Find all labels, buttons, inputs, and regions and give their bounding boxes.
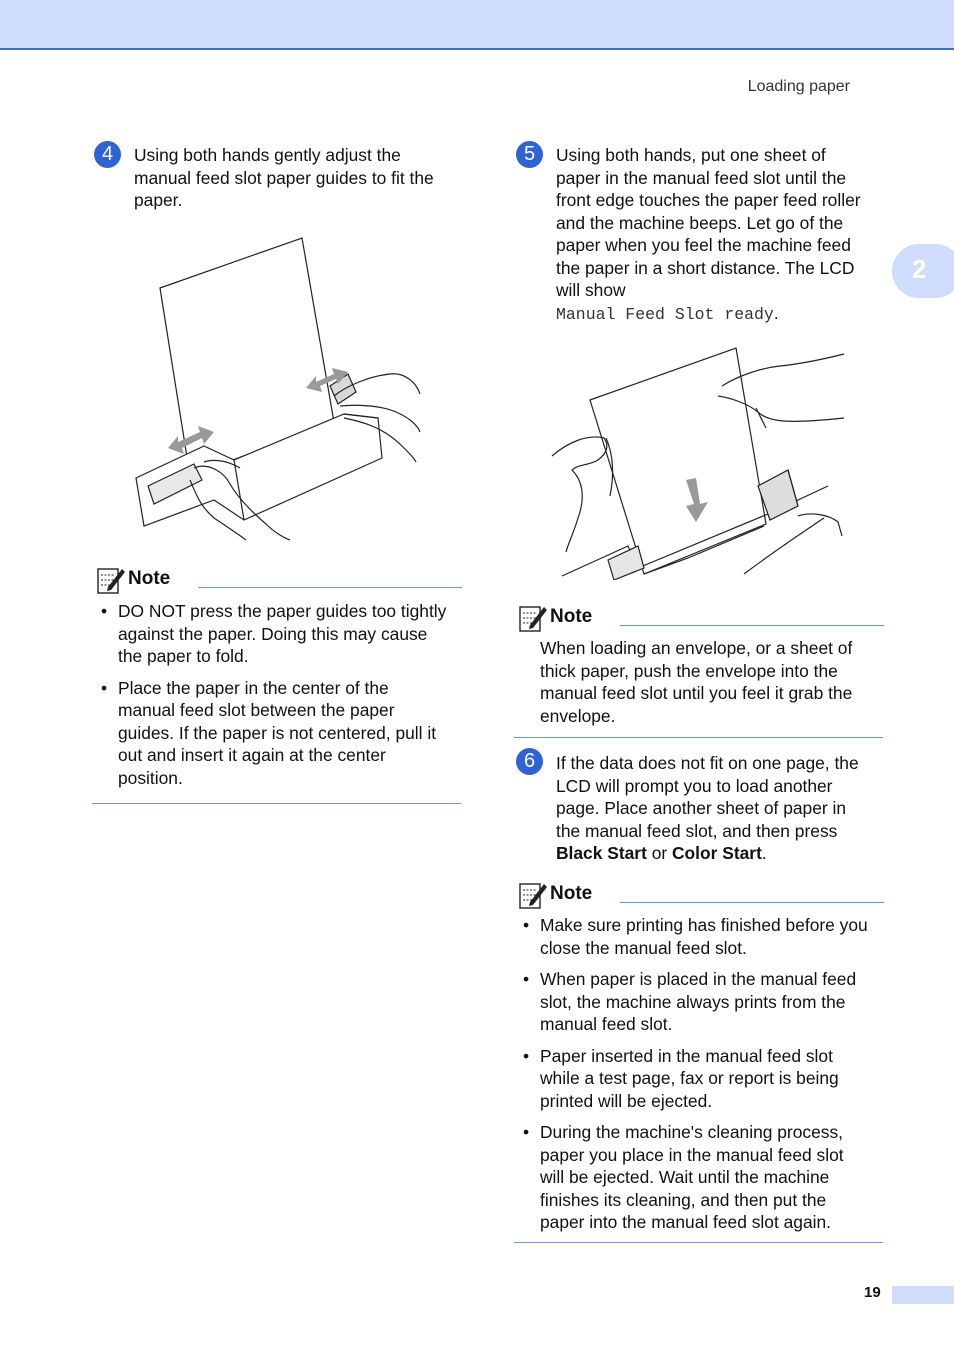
list-item-line: position.	[118, 767, 183, 788]
step-5-badge: 5	[516, 141, 543, 168]
page-number: 19	[864, 1284, 881, 1301]
list-item	[96, 677, 466, 790]
list-item-line: • Make sure printing has finished before you	[540, 915, 868, 935]
note-3-list	[518, 914, 890, 1243]
list-item-line: will be ejected. Wait until the machine	[540, 1167, 830, 1187]
lcd-message-period: .	[773, 302, 779, 323]
adjust-paper-guides-illustration	[134, 236, 424, 542]
note-2-text	[540, 637, 890, 727]
list-item-line: while a test page, fax or report is being	[540, 1068, 839, 1088]
note-2-line: thick paper, push the envelope into the	[540, 660, 838, 681]
list-item	[518, 968, 890, 1036]
note-pencil-icon	[518, 603, 548, 633]
list-item-line: • DO NOT press the paper guides too tightly	[118, 601, 447, 621]
list-item-line: • Paper inserted in the manual feed slot	[540, 1045, 833, 1066]
list-item-line: paper you place in the manual feed slot	[540, 1144, 844, 1165]
list-item-line: manual feed slot.	[540, 1014, 673, 1034]
page-number-band	[892, 1286, 954, 1304]
list-item	[96, 600, 466, 668]
step-4-line: Using both hands gently adjust the	[134, 145, 401, 165]
note-1-label: Note	[128, 568, 171, 589]
note-2-bottom-rule	[514, 737, 883, 738]
black-start-key: Black Start	[556, 843, 647, 863]
list-item-line: the paper to fold.	[118, 646, 249, 666]
note-1-header	[96, 565, 462, 595]
step-6-last-line	[556, 842, 886, 865]
lcd-message-line	[556, 302, 886, 327]
list-item	[518, 914, 890, 959]
list-item-line: slot, the machine always prints from the	[540, 991, 846, 1012]
insert-paper-illustration	[548, 346, 848, 580]
note-2-line: envelope.	[540, 705, 616, 726]
note-2-label: Note	[550, 606, 593, 627]
note-3-header-rule	[620, 902, 884, 903]
step-5-line: front edge touches the paper feed roller	[556, 190, 861, 210]
list-item-line: guides. If the paper is not centered, pull it	[118, 722, 437, 743]
chapter-number: 2	[912, 254, 927, 284]
step-4-text	[134, 144, 464, 212]
chapter-tab	[892, 244, 954, 298]
top-header-band	[0, 0, 954, 50]
list-item-line: finishes its cleaning, and then put the	[540, 1189, 827, 1210]
list-item-line: • Place the paper in the center of the	[118, 677, 389, 698]
list-item	[518, 1121, 890, 1234]
list-item-line: close the manual feed slot.	[540, 937, 747, 958]
running-header: Loading paper	[747, 78, 850, 95]
step-6-line: If the data does not fit on one page, the	[556, 753, 859, 773]
list-item-line: • When paper is placed in the manual feed	[540, 969, 857, 989]
or-text: or	[646, 843, 672, 863]
list-item-line: manual feed slot between the paper	[118, 700, 395, 720]
note-1-list	[96, 600, 466, 798]
list-item	[518, 1045, 890, 1113]
step-5-line: paper in the manual feed slot until the	[556, 167, 847, 188]
step-4-line: manual feed slot paper guides to fit the	[134, 167, 434, 188]
step-6-line: the manual feed slot, and then press	[556, 820, 838, 841]
step-5-text	[556, 144, 886, 326]
note-1-header-rule	[198, 587, 462, 588]
step-5-line: the paper in a short distance. The LCD	[556, 257, 855, 278]
note-3-label: Note	[550, 883, 593, 904]
step-6-text	[556, 752, 886, 865]
note-2-header	[518, 603, 884, 633]
step-4-line: paper.	[134, 190, 183, 210]
step-6-period: .	[761, 843, 767, 863]
step-5-line: and the machine beeps. Let go of the	[556, 212, 844, 233]
list-item-line: paper into the manual feed slot again.	[540, 1212, 832, 1232]
note-2-header-rule	[620, 625, 884, 626]
list-item-line: against the paper. Doing this may cause	[118, 623, 428, 644]
list-item-line: out and insert it again at the center	[118, 745, 386, 765]
note-3-header	[518, 880, 884, 910]
note-2-line: manual feed slot until you feel it grab the	[540, 683, 853, 703]
step-6-badge: 6	[516, 748, 543, 775]
step-5-line: Using both hands, put one sheet of	[556, 145, 826, 165]
step-6-line: page. Place another sheet of paper in	[556, 798, 847, 818]
note-3-bottom-rule	[514, 1242, 883, 1243]
note-pencil-icon	[96, 565, 126, 595]
list-item-line: printed will be ejected.	[540, 1090, 713, 1111]
note-pencil-icon	[518, 880, 548, 910]
step-5-line: paper when you feel the machine feed	[556, 235, 851, 255]
step-6-line: LCD will prompt you to load another	[556, 775, 833, 796]
list-item-line: • During the machine's cleaning process,	[540, 1122, 843, 1142]
lcd-message: Manual Feed Slot ready	[556, 304, 774, 324]
note-2-line: When loading an envelope, or a sheet of	[540, 638, 853, 658]
step-5-line: will show	[556, 280, 626, 300]
note-1-bottom-rule	[92, 803, 461, 804]
color-start-key: Color Start	[672, 843, 762, 863]
step-4-badge: 4	[94, 141, 121, 168]
